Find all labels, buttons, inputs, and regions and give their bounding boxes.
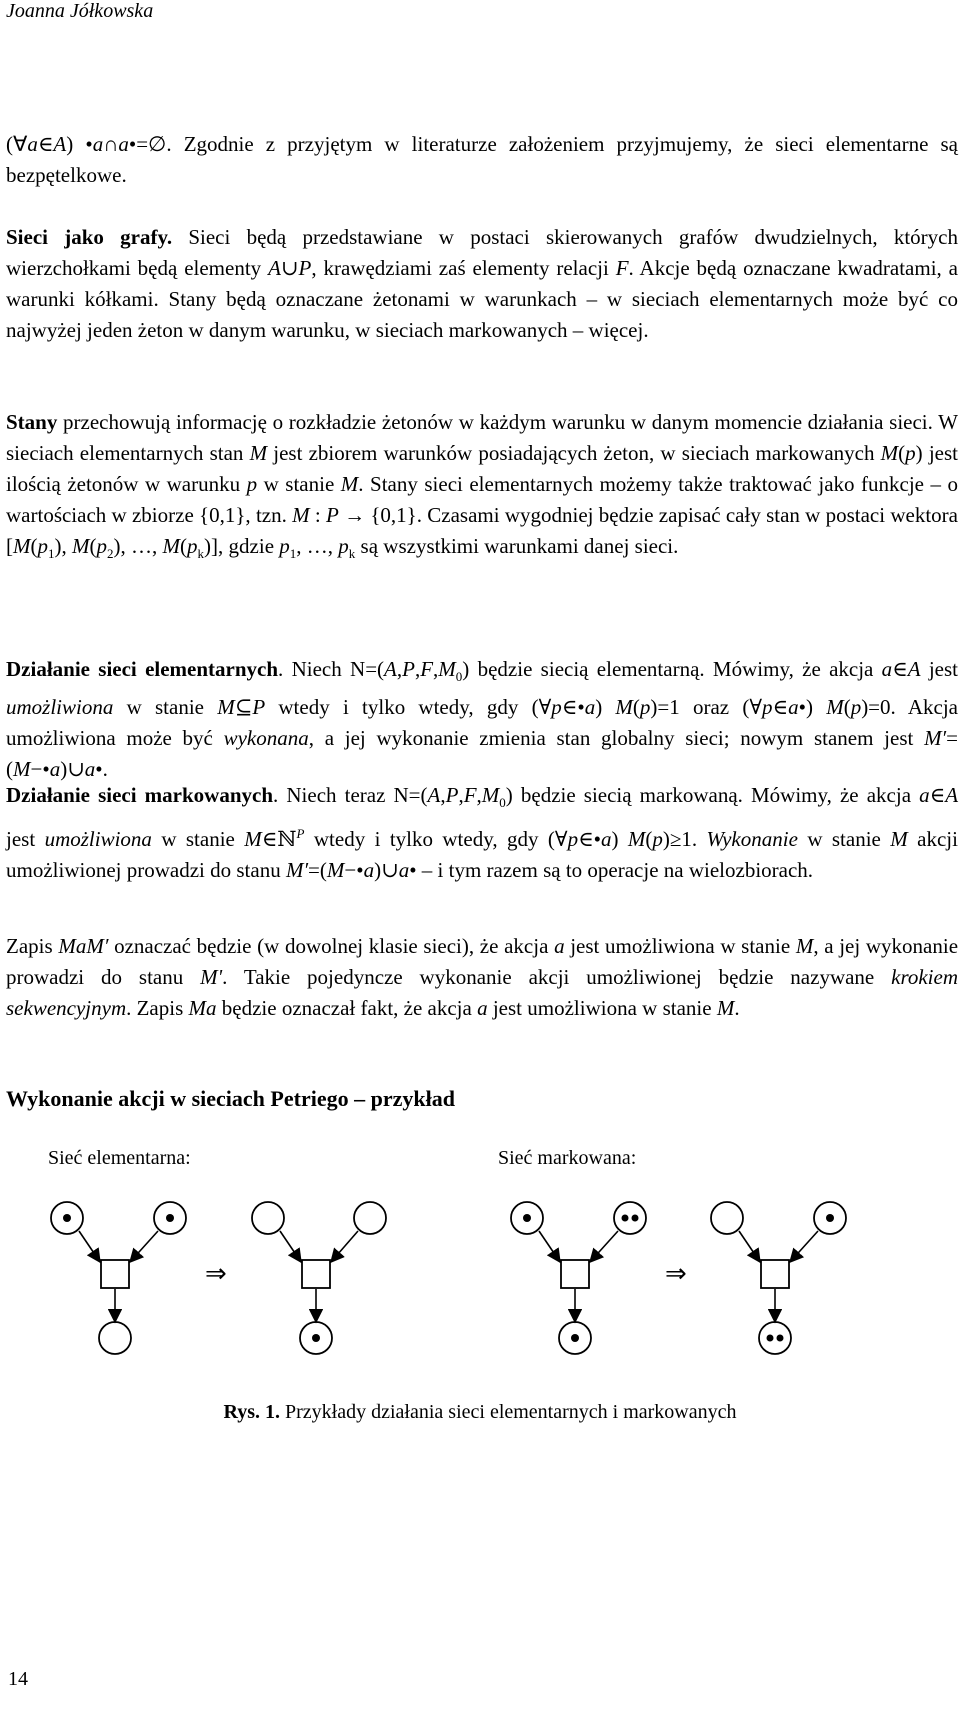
paragraph-intro: (∀a∈A) •a∩a•=∅. Zgodnie z przyjętym w literaturze założeniem przyjmujemy, że sieci elementarne są bezpętelkowe.: [6, 132, 958, 187]
paragraph-graphs-heading: Sieci jako grafy.: [6, 225, 173, 249]
paragraph-elementary-action: Działanie sieci elementarnych. Niech $N=(A,P,F,M_0)$ będzie siecią elementarną. Mówimy, że akcja a∈A jest umożliwiona w stanie M⊆P wtedy i tylko wtedy, gdy (∀p∈•a) M(p)=1 oraz (∀p∈a•) M(p)=0. Akcja umożliwiona może być wykonana, a jej wykonanie zmienia stan globalny sieci; nowym stanem jest M′=(M−•a)∪a•.: [6, 657, 959, 782]
place-input-1: [711, 1202, 743, 1234]
paragraph-states: Stany przechowują informację o rozkładzie żetonów w każdym warunku w danym momencie działania sieci. W sieciach elementarnych stan M jest zbiorem warunków posiadających żeton, w sieciach markowanych M(p) jest ilością żetonów w warunku p w stanie M. Stany sieci elementarnych możemy także traktować jako funkcje – o wartościach w zbiorze {0,1}, tzn. M : P → {0,1}. Czasami wygodniej będzie zapisać cały stan w postaci wektora [$M(p_1)$, $M(p_2)$, …, $M(p_k)$], gdzie $p_1$, …, $p_k$ są wszystkimi warunkami danej sieci.: [6, 410, 959, 562]
page-number: 14: [8, 1668, 28, 1690]
transition: [561, 1260, 589, 1288]
token: [622, 1215, 629, 1222]
arrow-marked: ⇒: [665, 1259, 687, 1289]
token: [523, 1214, 531, 1222]
marked-net-after: [711, 1202, 846, 1354]
paragraph-states-heading: Stany: [6, 410, 58, 434]
petri-net-figure: [0, 1180, 960, 1390]
intro-formula: (∀a∈A) •a∩a•=∅.: [6, 132, 172, 156]
paragraph-notation: Zapis MaM′ oznaczać będzie (w dowolnej klasie sieci), że akcja a jest umożliwiona w stanie M, a jej wykonanie prowadzi do stanu M'. Takie pojedyncze wykonanie akcji umożliwionej będzie nazywane krokiem sekwencyjnym. Zapis Ma będzie oznaczał fakt, że akcja a jest umożliwiona w stanie M.: [6, 934, 959, 1020]
paragraph-graphs: Sieci jako grafy. Sieci będą przedstawiane w postaci skierowanych grafów dwudzielnych, których wierzchołkami będą elementy A∪P, krawędziami zaś elementy relacji F. Akcje będą oznaczane kwadratami, a warunki kółkami. Stany będą oznaczane żetonami w warunkach – w sieciach elementarnych może być co najwyżej jeden żeton w danym warunku, w sieciach markowanych – więcej.: [6, 225, 958, 342]
place-input-1: [252, 1202, 284, 1234]
token: [571, 1334, 579, 1342]
paragraph-elementary-heading: Działanie sieci elementarnych: [6, 657, 279, 681]
elementary-net-after: [252, 1202, 386, 1354]
place-output: [759, 1322, 791, 1354]
figure-label-elementary: Sieć elementarna:: [48, 1147, 191, 1169]
figure-caption: [0, 1401, 960, 1424]
token: [826, 1214, 834, 1222]
token: [777, 1335, 784, 1342]
token: [312, 1334, 320, 1342]
place-input-2: [614, 1202, 646, 1234]
elementary-net-before: [51, 1202, 186, 1354]
paragraph-marked-action: Działanie sieci markowanych. Niech teraz $N=(A,P,F,M_0)$ będzie siecią markowaną. Mówimy, że akcja a∈A jest umożliwiona w stanie M∈ℕ$^P$ wtedy i tylko wtedy, gdy (∀p∈•a) M(p)≥1. Wykonanie w stanie M akcji umożliwionej prowadzi do stanu M′=(M−•a)∪a• – i tym razem są to operacje na wielozbiorach.: [6, 783, 959, 883]
token: [632, 1215, 639, 1222]
place-output: [99, 1322, 131, 1354]
token: [166, 1214, 174, 1222]
transition: [302, 1260, 330, 1288]
arrow-elementary: ⇒: [205, 1259, 227, 1289]
figure-caption-text: Przykłady działania sieci elementarnych i markowanych: [280, 1401, 737, 1423]
paragraph-marked-heading: Działanie sieci markowanych: [6, 783, 274, 807]
transition: [761, 1260, 789, 1288]
token: [767, 1335, 774, 1342]
figure-caption-number: Rys. 1.: [223, 1401, 281, 1423]
section-heading: Wykonanie akcji w sieciach Petriego – przykład: [6, 1086, 455, 1111]
transition: [101, 1260, 129, 1288]
figure-label-marked: Sieć markowana:: [498, 1147, 637, 1169]
marked-net-before: [511, 1202, 646, 1354]
running-header-author: Joanna Jółkowska: [6, 0, 154, 22]
place-input-2: [354, 1202, 386, 1234]
token: [63, 1214, 71, 1222]
